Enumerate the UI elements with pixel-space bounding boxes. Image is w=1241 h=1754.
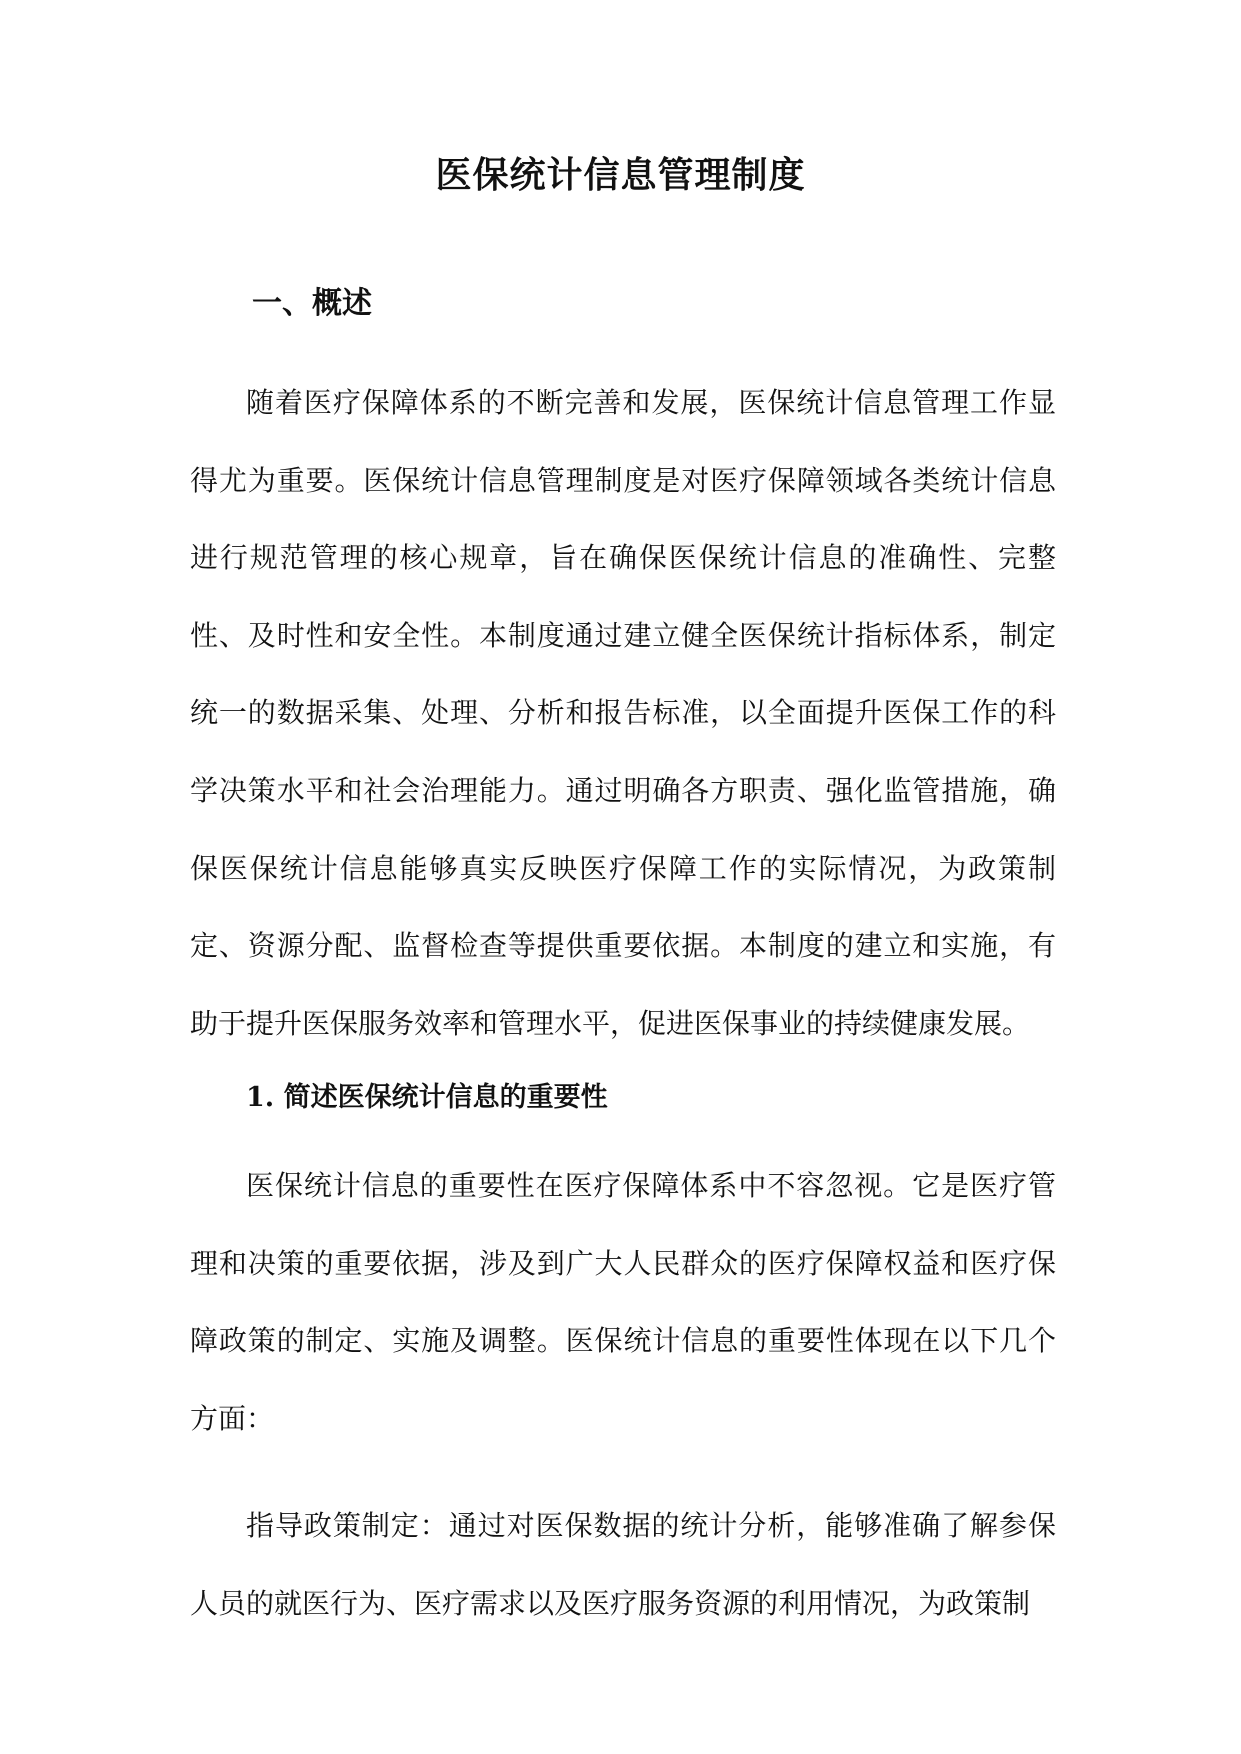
section-heading-overview: 一、概述 bbox=[252, 286, 372, 321]
document-title: 医保统计信息管理制度 bbox=[435, 154, 806, 196]
paragraph-importance: 医保统计信息的重要性在医疗保障体系中不容忽视。它是医疗管理和决策的重要依据，涉及到广大人民群众的医疗保障权益和医疗保障政策的制定、实施及调整。医保统计信息的重要性体现在以下几个方面： bbox=[190, 1169, 1056, 1435]
paragraph-policy-guidance: 指导政策制定：通过对医保数据的统计分析，能够准确了解参保人员的就医行为、医疗需求以及医疗服务资源的利用情况，为政策制 bbox=[190, 1509, 1056, 1620]
subsection-heading-importance: 1. 简述医保统计信息的重要性 bbox=[246, 1082, 608, 1113]
paragraph-overview: 随着医疗保障体系的不断完善和发展，医保统计信息管理工作显得尤为重要。医保统计信息管理制度是对医疗保障领域各类统计信息进行规范管理的核心规章，旨在确保医保统计信息的准确性、完整性、及时性和安全性。本制度通过建立健全医保统计指标体系，制定统一的数据采集、处理、分析和报告标准，以全面提升医保工作的科学决策水平和社会治理能力。通过明确各方职责、强化监管措施，确保医保统计信息能够真实反映医疗保障工作的实际情况，为政策制定、资源分配、监督检查等提供重要依据。本制度的建立和实施，有助于提升医保服务效率和管理水平，促进医保事业的持续健康发展。 bbox=[190, 386, 1056, 1040]
